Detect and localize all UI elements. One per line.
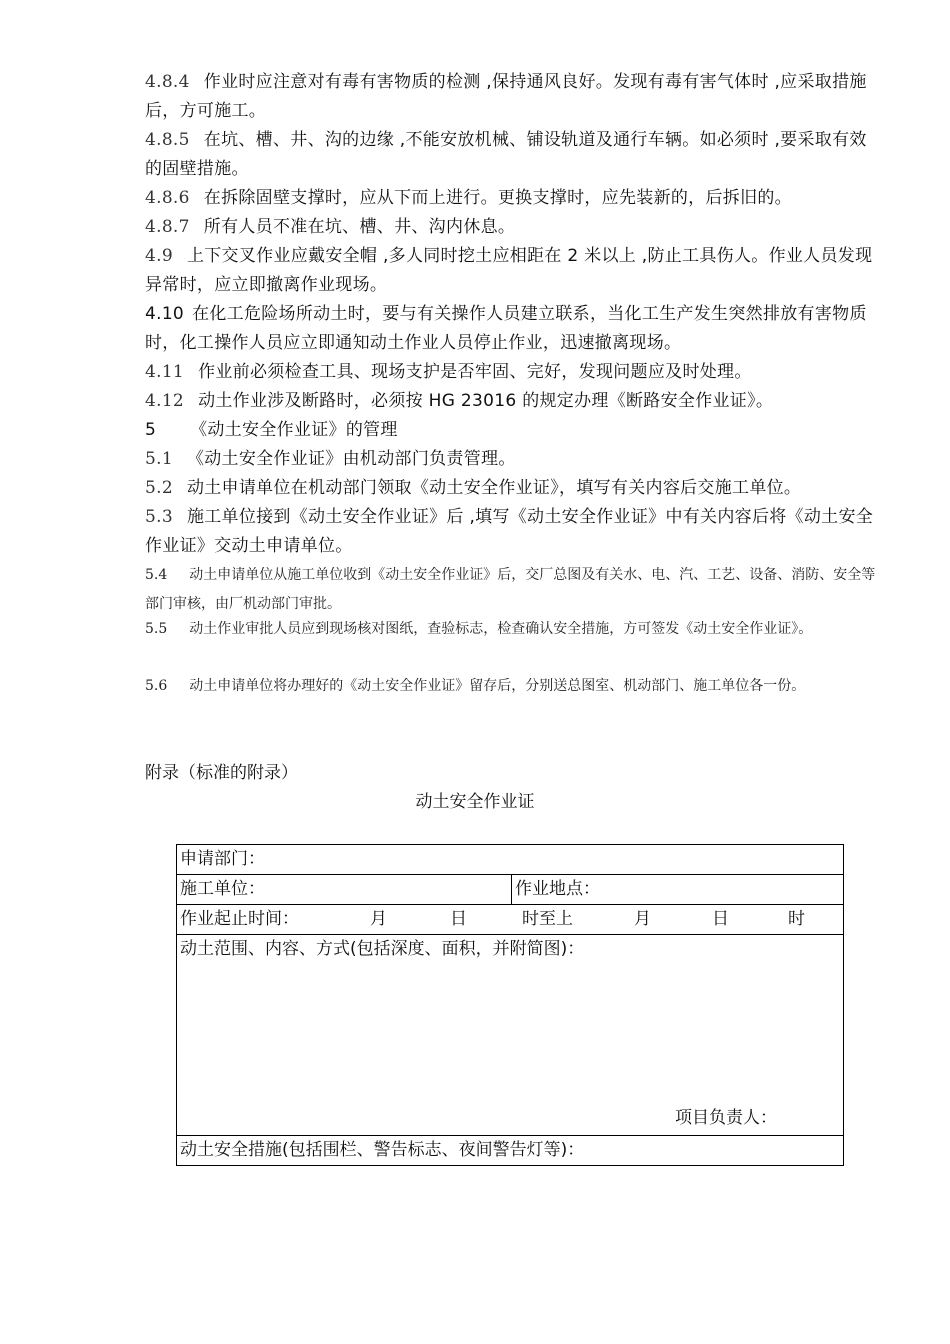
until-label: 时至上 xyxy=(522,909,573,929)
paragraph-4-11: 4.11 作业前必须检查工具、现场支护是否牢固、完好，发现问题应及时处理。 xyxy=(145,362,752,382)
form-title: 动土安全作业证 xyxy=(415,792,535,812)
paragraph-4-8-6: 4.8.6 在拆除固壁支撑时，应从下而上进行。更换支撑时，应先装新的，后拆旧的。 xyxy=(145,188,792,208)
paragraph-5-5: 5.5 动土作业审批人员应到现场核对图纸，查验标志，检查确认安全措施，方可签发《动土安全作业证》。 xyxy=(145,621,813,637)
paragraph-5-6: 5.6 动土申请单位将办理好的《动土安全作业证》留存后，分别送总图室、机动部门、施工单位各一份。 xyxy=(145,678,806,694)
safety-measures-field[interactable]: 动土安全措施(包括围栏、警告标志、夜间警告灯等)： xyxy=(177,1136,844,1166)
paragraph-4-9: 4.9 上下交叉作业应戴安全帽 ,多人同时挖土应相距在 2 米以上 ,防止工具伤人。作业人员发现异常时，应立即撤离作业现场。 xyxy=(145,246,873,295)
paragraph-5-4: 5.4 动土申请单位从施工单位收到《动土安全作业证》后，交厂总图及有关水、电、汽、工艺、设备、消防、安全等部门审核，由厂机动部门审批。 xyxy=(145,567,876,612)
project-leader-label: 项目负责人： xyxy=(675,1108,777,1128)
day-label-2: 日 xyxy=(712,909,729,929)
paragraph-5-3: 5.3 施工单位接到《动土安全作业证》后 ,填写《动土安全作业证》中有关内容后将《动土安全作业证》交动土申请单位。 xyxy=(145,507,874,556)
month-label-1: 月 xyxy=(370,909,387,929)
time-label: 作业起止时间： xyxy=(180,909,299,929)
appendix-label: 附录（标准的附录） xyxy=(145,763,298,783)
paragraph-4-8-5: 4.8.5 在坑、槽、井、沟的边缘 ,不能安放机械、铺设轨道及通行车辆。如必须时 ,要采取有效的固壁措施。 xyxy=(145,130,867,179)
day-label-1: 日 xyxy=(450,909,467,929)
construction-unit-field[interactable]: 施工单位： xyxy=(177,875,512,905)
apply-dept-field[interactable]: 申请部门： xyxy=(177,845,844,875)
paragraph-5-2: 5.2 动土申请单位在机动部门领取《动土安全作业证》，填写有关内容后交施工单位。 xyxy=(145,478,802,498)
scope-field[interactable] xyxy=(177,935,844,1136)
paragraph-5-1: 5.1 《动土安全作业证》由机动部门负责管理。 xyxy=(145,449,516,469)
permit-form xyxy=(176,844,844,1166)
paragraph-4-10: 4.10 在化工危险场所动土时，要与有关操作人员建立联系，当化工生产发生突然排放有害物质时，化工操作人员应立即通知动土作业人员停止作业，迅速撤离现场。 xyxy=(145,304,867,353)
work-location-field[interactable]: 作业地点： xyxy=(512,875,844,905)
scope-label: 动土范围、内容、方式(包括深度、面积，并附简图)： xyxy=(180,939,585,959)
section-5-heading: 5 《动土安全作业证》的管理 xyxy=(145,420,398,440)
paragraph-4-12: 4.12 动土作业涉及断路时，必须按 HG 23016 的规定办理《断路安全作业证》。 xyxy=(145,391,774,411)
paragraph-4-8-4: 4.8.4 作业时应注意对有毒有害物质的检测 ,保持通风良好。发现有毒有害气体时 ,应采取措施后，方可施工。 xyxy=(145,72,867,121)
paragraph-4-8-7: 4.8.7 所有人员不准在坑、槽、井、沟内休息。 xyxy=(145,217,516,237)
hour-label-2: 时 xyxy=(788,909,805,929)
month-label-2: 月 xyxy=(634,909,651,929)
work-time-field[interactable] xyxy=(177,905,844,935)
